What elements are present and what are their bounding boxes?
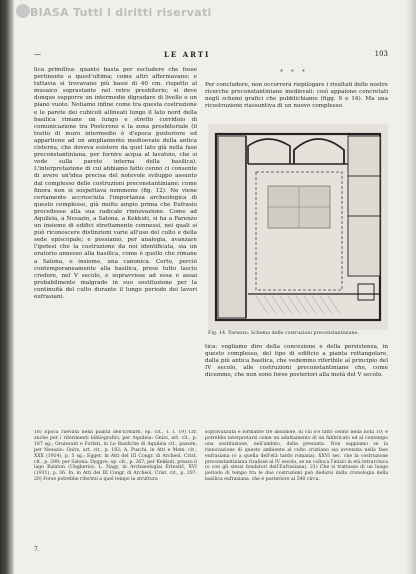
figure-caption: Fig. 14. Parenzo: Schema delle costruzioni preconstantiniane.	[208, 331, 360, 336]
floor-plan-figure	[208, 124, 388, 330]
header-title: LE ARTI	[164, 50, 211, 59]
floor-plan-drawing	[208, 124, 388, 330]
page-number: 103	[374, 50, 388, 58]
signature-mark: 7.	[34, 546, 40, 553]
footnotes-left: 18) Epoca rilevata nella pianta dell'Ermarn, op. cit., T. I. 19) Cfr. anche per i riferimenti bibliografici, per Aquileia: Gnirs, art. cit., p. 187 sg.; Grunwald e Forlati, in Le Basiliche di Aquileia cit., passim; per Nesazio: Gnirs, art. cit., p. 182; A. Puschi, in Atti e Mem. cit., XXX (1914), p. 5 sg.; Egger, in Atti del III Congr. di Archeol. Crist. cit., p. 299; per Salona: Dyggve, op. cit., p. 267; per Kekkuti, presso il lago Balaton (Ungheria): L. Nagy, in Archaeologiai Értesitő, XVI (1931), p. 36. In. in Atti del III Congr. di Archeol. Crist. cit., p. 297. 20) Forse potrebbe riferirsi a quel tempo la struttura	[34, 430, 197, 483]
watermark-logo-icon	[16, 4, 30, 18]
right-column-bottom-text: tica: vogliamo dire della concezione e della persistenza, in questo complesso, del tipo di edificio a pianta rettangolare, dalla più antica basilica, che vedemmo riferibile al principio del IV secolo, alle costruzioni preconstantiniane che, come dicemmo, che non sono forse posteriori alla metà del V secolo.	[205, 344, 388, 379]
section-ornament: * * *	[280, 69, 308, 76]
running-header	[34, 50, 388, 62]
right-column-top-text: Per concludere, non occorrerà riepilogare i risultati delle nostre ricerche preconstantiniane medievali: così appaiono concretati negli schemi grafici che pubblichiamo (figg. 9 e 14). Ma una ricostruzione riassuntiva di un nuovo complesso.	[205, 82, 388, 110]
left-column-text: lica primitiva: quanto basta per escludere che fosse pertinente a quest'ultima; come altri affermavano; e tuttavia si trovavano più bassi di 40 cm. rispetto al musaico soprastante nel retro presbiterio; si deve dunque supporre un intermedio digradare di livello o un piano vuoto. Notiamo infine come tra questa costruzione e le parete dei cubicoli allineati lungo il lato nord della basilica rimane un lungo e stretto corridoio di comunicazione tra Postcrono e la zona presbiteriale (il tratto di muro intermedio è d'epoca posteriore ed appartiene ad un ampliamento medioevale della antica cisterna, che doveva esistere da quel lato già nella fase preconstantiniana, per fornire acqua al lavatoio, che si vede sulla parete interna della basilica). L'interpretazione di cui abbiamo fatto cenno ci consente di avere un'idea precisa del notevole sviluppo assunto dal complesso delle costruzioni preconstantiniane: come finora non si sospettava nemmeno (fig. 12). Ne viene certamente accresciuta l'importanza archeologica di questo complesso, già molto ampio prima che Eufrasio procedesse alla sua radicale rinnovazione. Come ad Aquileia, a Nesazio, a Salona, a Kekkuti, si ha a Parenzo un insieme di edifici strettamente connessi, nei quali si può riconoscere distinzioni varie all'uso del culto e della sede episcopale; e possiamo, per analogia, avanzare l'ipotesi che la costruzione da noi identificata, sia un oratorio annesso alla basilica, come è quello che rimane a Salona, e insieme, una canonica. Certo, perciò contemporaneamente alla basilica, prese tutto lascio credere, nel V secolo, e sopravvisse ad essa e assai probabilmente malgrado in suo sostituzione per la continuità del culto durante il lungo periodo dei lavori eufrasiani.	[34, 67, 197, 300]
page-edge-shadow	[406, 0, 416, 574]
page-binding-shadow	[0, 0, 14, 574]
footnotes-right: sopravanzata e formante tre absidiole, di cui s'è fatto cenno nella nota 10; e potrebbe interpretarsi come un adattamento di un fabbricato ed al contempo una sostituzione, nell'ambito, della presunta. Non sappiamo se la rinnovazione di questo ambiente al culto cristiano sia avvenuta nella fase eufrasiana (o a quella dell'età tardo romana). XXVI sec. che la costruzione preconstantiniana risalisse al IV secolo, se ne colloca l'inizio in età tetrarchica (o con gli stessi fondatori dell'Eufrasiana). 21) Che si trattasse di un luogo periodo di tempo tra le due costruzioni può dedursi dalla cronologia della basilica eufrasiana, che è posteriore al 540 circa.	[205, 430, 388, 483]
header-dash: —	[34, 50, 42, 58]
watermark-text: BIASA Tutti i diritti riservati	[30, 6, 212, 19]
